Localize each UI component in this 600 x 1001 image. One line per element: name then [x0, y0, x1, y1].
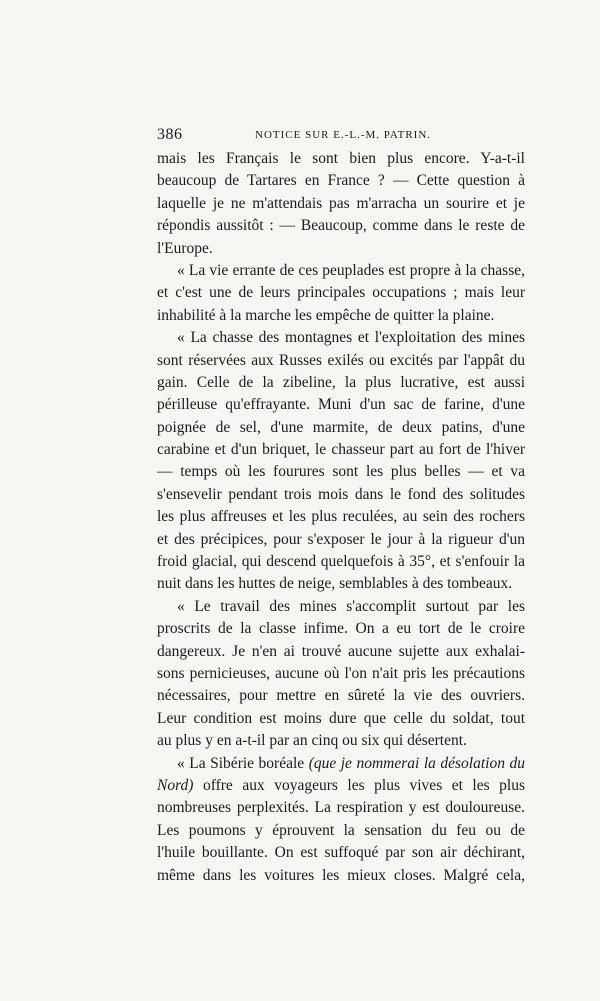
body-text [157, 148, 525, 887]
text-line: « Le travail des mines s'accomplit surtout par les [177, 597, 525, 615]
text-line: inhabilité à la marche les empêche de quitter la plaine. [157, 306, 495, 324]
text-run: offre aux voyageurs les plus vives et les plus [193, 776, 525, 794]
text-line: carabine et d'un briquet, le chasseur part au fort de l'hiver [157, 441, 525, 459]
text-line: « La vie errante de ces peuplades est propre à la chasse, [177, 261, 525, 279]
text-line: sont réservées aux Russes exilés ou excités par l'appât du [157, 351, 525, 369]
text-line: proscrits de la classe infime. On a eu tort de le croire [157, 620, 525, 638]
text-line: l'Europe. [157, 239, 213, 257]
text-line: mais les Français le sont bien plus encore. Y-a-t-il [157, 150, 525, 167]
text-line: nécessaires, pour mettre en sûreté la vie des ouvriers. [157, 687, 525, 705]
text-line: « La chasse des montagnes et l'exploitation des mines [177, 329, 525, 347]
text-line: dangereux. Je n'en ai trouvé aucune sujette aux exhalai- [157, 642, 525, 660]
text-line: poignée de sel, d'une marmite, de deux patins, d'une [157, 418, 525, 436]
text-line [157, 775, 525, 797]
text-line: les plus affreuses et les plus reculées, au sein des rochers [157, 508, 525, 526]
text-line: Les poumons y éprouvent la sensation du feu ou de [157, 821, 525, 839]
italic-run: Nord) [157, 776, 194, 794]
text-line: périlleuse qu'effrayante. Muni d'un sac de farine, d'une [157, 396, 525, 414]
running-head: NOTICE SUR E.-L.-M. PATRIN. [255, 129, 432, 141]
text-line: au plus y en a-t-il par an cinq ou six qui désertent. [157, 732, 467, 750]
text-line: nuit dans les huttes de neige, semblables à des tombeaux. [157, 575, 513, 593]
italic-run: (que je nommerai la désolation du [308, 754, 525, 772]
text-line: laquelle je ne m'attendais pas m'arracha un sourire et je [157, 194, 525, 212]
page-header [157, 126, 527, 148]
text-line: beaucoup de Tartares en France ? — Cette question à [157, 172, 525, 190]
text-line: nombreuses perplexités. La respiration y est douloureuse. [157, 799, 525, 817]
text-line: froid glacial, qui descend quelquefois à 35°, et s'enfouir la [157, 553, 525, 571]
text-line: et c'est une de leurs principales occupations ; mais leur [157, 284, 525, 302]
text-line: Leur condition est moins dure que celle du soldat, tout [157, 709, 525, 727]
text-line: l'huile bouillante. On est suffoqué par son air déchirant, [157, 844, 525, 862]
text-line: et des précipices, pour s'exposer le jour à la rigueur d'un [157, 530, 525, 548]
text-line [157, 753, 525, 775]
text-line: gain. Celle de la zibeline, la plus lucrative, est aussi [157, 373, 525, 391]
page-number: 386 [157, 126, 183, 143]
text-line: sons pernicieuses, aucune où l'on n'ait pris les précautions [157, 664, 525, 682]
text-line: s'ensevelir pendant trois mois dans le fond des solitudes [157, 485, 525, 503]
text-run: « La Sibérie boréale [177, 754, 309, 772]
text-line: même dans les voitures les mieux closes. Malgré cela, [157, 866, 525, 884]
text-line: — temps où les fourures sont les plus belles — et va [157, 463, 525, 481]
text-line: répondis aussitôt : — Beaucoup, comme dans le reste de [157, 217, 525, 235]
